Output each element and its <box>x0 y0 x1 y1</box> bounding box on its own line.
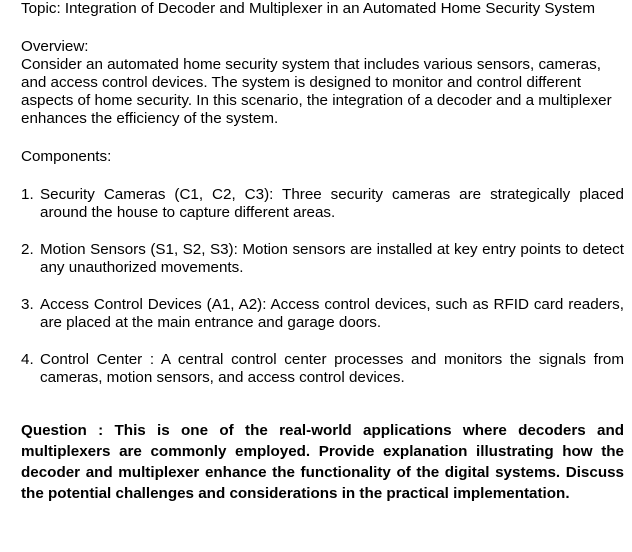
component-item-cameras <box>21 186 624 222</box>
components-list <box>21 186 624 387</box>
question-text: Question : This is one of the real-world applications where decoders and multiplexers are commonly employed. Provide explanation illustrating how the decoder and multiplexer enhance the functionality of the digital systems. Discuss the potential challenges and considerations in the practical implementation. <box>21 422 624 502</box>
topic-title: Topic: Integration of Decoder and Multiplexer in an Automated Home Security System <box>21 0 596 17</box>
component-item-access-control <box>21 296 624 332</box>
overview-body: Consider an automated home security system that includes various sensors, cameras, and access control devices. The system is designed to monitor and control different aspects of home security. In this scenario, the integration of a decoder and a multiplexer enhances the efficiency of the system. <box>21 56 612 127</box>
component-number: 4. <box>21 351 34 368</box>
overview-heading: Overview: <box>21 38 89 55</box>
component-text: Access Control Devices (A1, A2): Access control devices, such as RFID card readers, are placed at the main entrance and garage doors. <box>40 296 624 331</box>
component-text: Control Center : A central control center processes and monitors the signals from cameras, motion sensors, and access control devices. <box>40 351 624 386</box>
document <box>21 0 624 504</box>
component-number: 2. <box>21 241 34 258</box>
component-item-control-center <box>21 351 624 387</box>
component-number: 3. <box>21 296 34 313</box>
component-text: Motion Sensors (S1, S2, S3): Motion sensors are installed at key entry points to detect any unauthorized movements. <box>40 241 624 276</box>
component-text: Security Cameras (C1, C2, C3): Three security cameras are strategically placed around the house to capture different areas. <box>40 186 624 221</box>
component-number: 1. <box>21 186 34 203</box>
components-heading: Components: <box>21 148 112 165</box>
component-item-motion-sensors <box>21 241 624 277</box>
